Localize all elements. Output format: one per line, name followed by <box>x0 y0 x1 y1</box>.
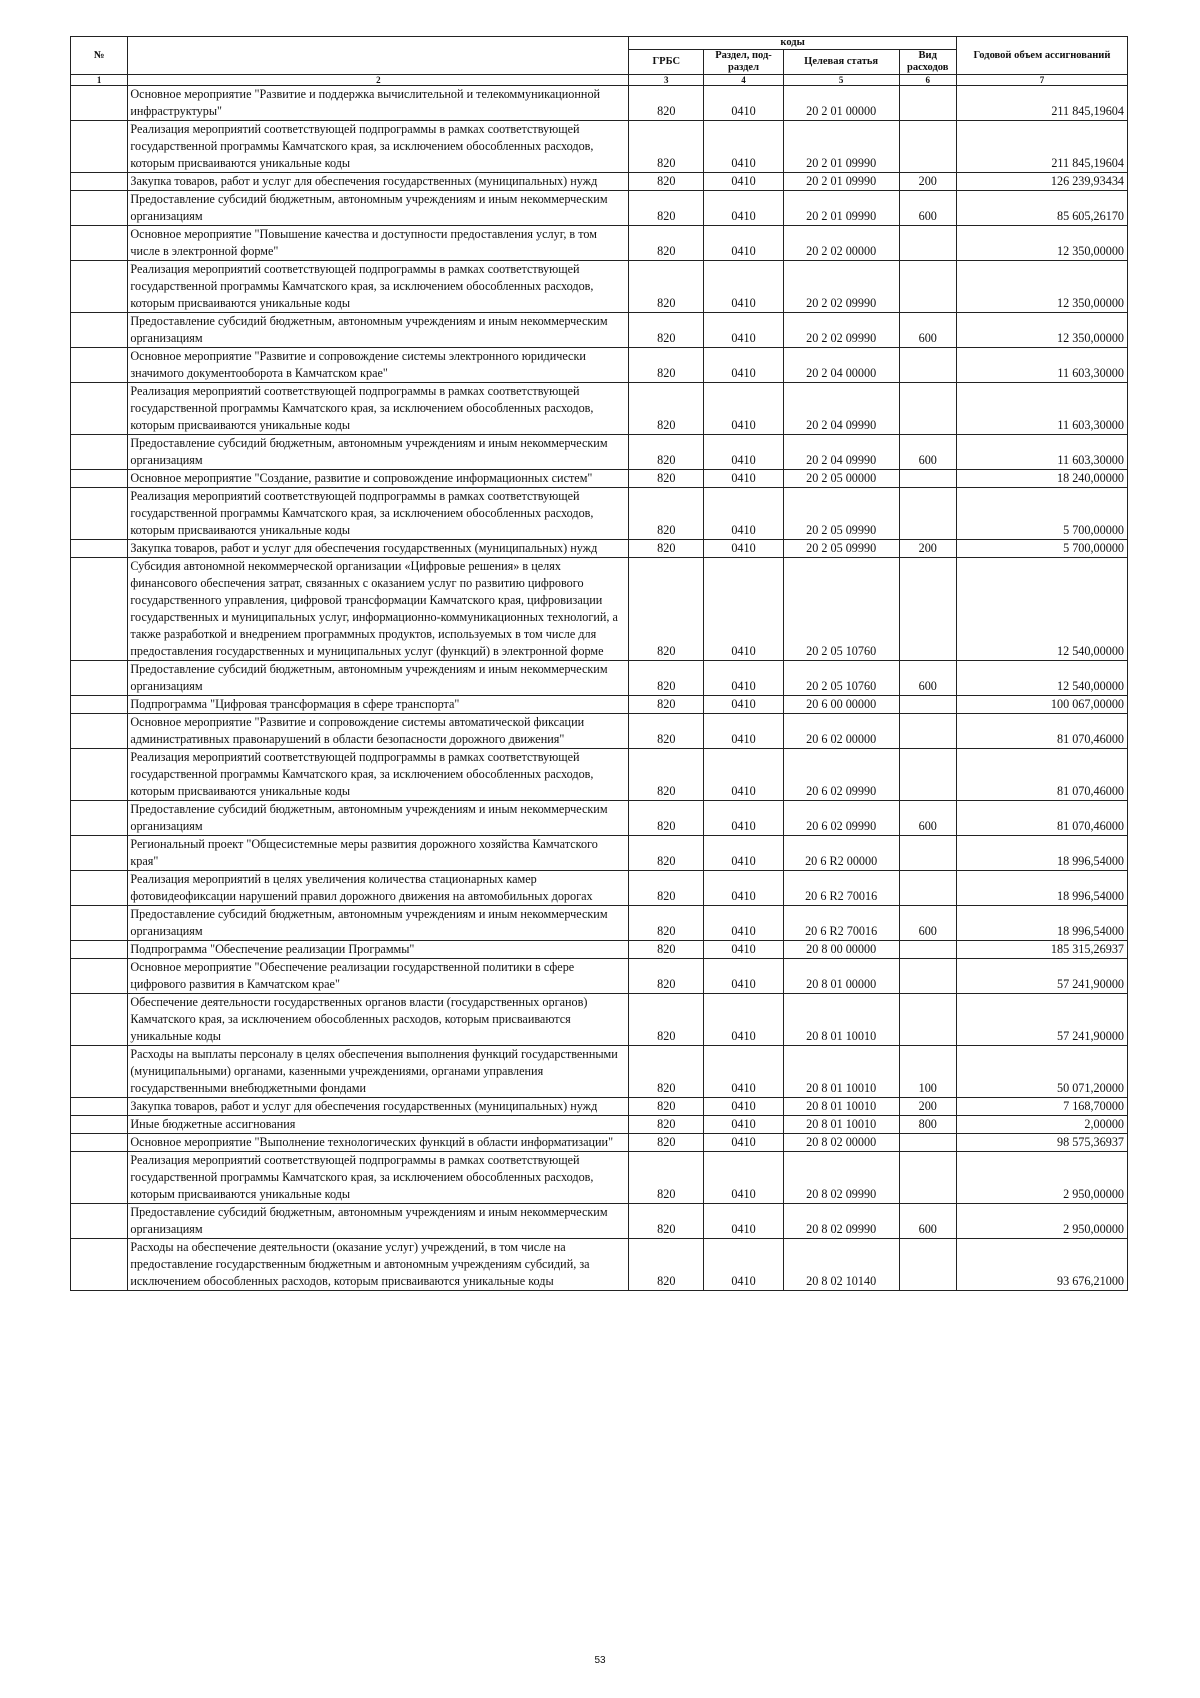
row-description-cell: Предоставление субсидий бюджетным, автономным учреждениям и иным некоммерческим организациям <box>128 313 629 348</box>
row-description-cell: Реализация мероприятий соответствующей подпрограммы в рамках соответствующей государственной программы Камчатского края, за исключением обособленных расходов, которым присваиваются уникальные коды <box>128 1152 629 1204</box>
row-grbs-cell: 820 <box>629 470 704 488</box>
row-razdel-cell: 0410 <box>704 558 783 661</box>
row-grbs-cell: 820 <box>629 906 704 941</box>
row-number-cell <box>71 1152 128 1204</box>
row-number-cell <box>71 470 128 488</box>
row-annual-volume-cell: 12 540,00000 <box>956 558 1127 661</box>
table-row <box>71 696 1128 714</box>
row-grbs-cell: 820 <box>629 1239 704 1291</box>
row-description-cell: Реализация мероприятий соответствующей подпрограммы в рамках соответствующей государственной программы Камчатского края, за исключением обособленных расходов, которым присваиваются уникальные коды <box>128 749 629 801</box>
row-target-article-cell: 20 2 02 09990 <box>783 261 899 313</box>
row-target-article-cell: 20 8 02 09990 <box>783 1152 899 1204</box>
row-grbs-cell: 820 <box>629 959 704 994</box>
row-annual-volume-cell: 185 315,26937 <box>956 941 1127 959</box>
row-description-cell: Основное мероприятие "Выполнение технологических функций в области информатизации" <box>128 1134 629 1152</box>
row-annual-volume-cell: 2 950,00000 <box>956 1152 1127 1204</box>
row-razdel-cell: 0410 <box>704 714 783 749</box>
row-grbs-cell: 820 <box>629 994 704 1046</box>
row-description-cell: Предоставление субсидий бюджетным, автономным учреждениям и иным некоммерческим организациям <box>128 906 629 941</box>
row-target-article-cell: 20 6 02 09990 <box>783 749 899 801</box>
table-row <box>71 121 1128 173</box>
row-description-cell: Реализация мероприятий соответствующей подпрограммы в рамках соответствующей государственной программы Камчатского края, за исключением обособленных расходов, которым присваиваются уникальные коды <box>128 383 629 435</box>
row-grbs-cell: 820 <box>629 558 704 661</box>
row-target-article-cell: 20 2 02 09990 <box>783 313 899 348</box>
row-razdel-cell: 0410 <box>704 696 783 714</box>
row-description-cell: Реализация мероприятий в целях увеличения количества стационарных камер фотовидеофиксации нарушений правил дорожного движения на автомобильных дорогах <box>128 871 629 906</box>
row-description-cell: Основное мероприятие "Развитие и сопровождение системы электронного юридически значимого документооборота в Камчатском крае" <box>128 348 629 383</box>
row-annual-volume-cell: 126 239,93434 <box>956 173 1127 191</box>
row-expense-type-cell: 200 <box>899 173 956 191</box>
table-row <box>71 226 1128 261</box>
row-target-article-cell: 20 8 01 10010 <box>783 1098 899 1116</box>
row-grbs-cell: 820 <box>629 348 704 383</box>
header-annual-volume: Годовой объем ассигнований <box>956 37 1127 75</box>
row-description-cell: Основное мероприятие "Обеспечение реализации государственной политики в сфере цифрового развития в Камчатском крае" <box>128 959 629 994</box>
row-number-cell <box>71 1046 128 1098</box>
row-target-article-cell: 20 6 00 00000 <box>783 696 899 714</box>
column-number: 7 <box>956 75 1127 86</box>
table-row <box>71 1134 1128 1152</box>
row-razdel-cell: 0410 <box>704 1116 783 1134</box>
table-row <box>71 86 1128 121</box>
row-razdel-cell: 0410 <box>704 941 783 959</box>
row-annual-volume-cell: 57 241,90000 <box>956 994 1127 1046</box>
row-grbs-cell: 820 <box>629 661 704 696</box>
table-row <box>71 1152 1128 1204</box>
row-grbs-cell: 820 <box>629 749 704 801</box>
column-numbers-row <box>71 75 1128 86</box>
row-razdel-cell: 0410 <box>704 1204 783 1239</box>
row-razdel-cell: 0410 <box>704 86 783 121</box>
row-razdel-cell: 0410 <box>704 749 783 801</box>
row-razdel-cell: 0410 <box>704 1239 783 1291</box>
row-grbs-cell: 820 <box>629 226 704 261</box>
row-target-article-cell: 20 6 R2 00000 <box>783 836 899 871</box>
row-grbs-cell: 820 <box>629 313 704 348</box>
row-annual-volume-cell: 18 240,00000 <box>956 470 1127 488</box>
row-razdel-cell: 0410 <box>704 1098 783 1116</box>
header-codes: коды <box>629 37 957 50</box>
row-expense-type-cell <box>899 86 956 121</box>
row-annual-volume-cell: 5 700,00000 <box>956 540 1127 558</box>
row-grbs-cell: 820 <box>629 941 704 959</box>
row-annual-volume-cell: 18 996,54000 <box>956 871 1127 906</box>
row-grbs-cell: 820 <box>629 173 704 191</box>
row-number-cell <box>71 348 128 383</box>
row-target-article-cell: 20 2 05 09990 <box>783 540 899 558</box>
row-razdel-cell: 0410 <box>704 994 783 1046</box>
row-grbs-cell: 820 <box>629 1098 704 1116</box>
row-razdel-cell: 0410 <box>704 470 783 488</box>
column-number: 3 <box>629 75 704 86</box>
table-row <box>71 348 1128 383</box>
header-expense-type: Вид расходов <box>899 50 956 75</box>
row-annual-volume-cell: 11 603,30000 <box>956 435 1127 470</box>
row-number-cell <box>71 941 128 959</box>
row-number-cell <box>71 836 128 871</box>
row-target-article-cell: 20 2 05 00000 <box>783 470 899 488</box>
row-number-cell <box>71 1134 128 1152</box>
header-description <box>128 37 629 75</box>
row-number-cell <box>71 173 128 191</box>
table-row <box>71 994 1128 1046</box>
row-expense-type-cell: 600 <box>899 906 956 941</box>
row-target-article-cell: 20 2 01 09990 <box>783 121 899 173</box>
row-expense-type-cell <box>899 1152 956 1204</box>
row-razdel-cell: 0410 <box>704 801 783 836</box>
row-description-cell: Предоставление субсидий бюджетным, автономным учреждениям и иным некоммерческим организациям <box>128 435 629 470</box>
row-grbs-cell: 820 <box>629 871 704 906</box>
row-target-article-cell: 20 8 01 00000 <box>783 959 899 994</box>
row-number-cell <box>71 801 128 836</box>
row-annual-volume-cell: 93 676,21000 <box>956 1239 1127 1291</box>
row-expense-type-cell: 600 <box>899 313 956 348</box>
row-expense-type-cell <box>899 488 956 540</box>
table-row <box>71 470 1128 488</box>
row-grbs-cell: 820 <box>629 121 704 173</box>
row-target-article-cell: 20 2 02 00000 <box>783 226 899 261</box>
row-expense-type-cell <box>899 749 956 801</box>
row-expense-type-cell <box>899 1239 956 1291</box>
row-expense-type-cell <box>899 1134 956 1152</box>
row-annual-volume-cell: 211 845,19604 <box>956 86 1127 121</box>
row-razdel-cell: 0410 <box>704 1134 783 1152</box>
row-razdel-cell: 0410 <box>704 871 783 906</box>
row-expense-type-cell <box>899 714 956 749</box>
row-expense-type-cell: 200 <box>899 1098 956 1116</box>
table-row <box>71 871 1128 906</box>
row-expense-type-cell: 800 <box>899 1116 956 1134</box>
row-number-cell <box>71 435 128 470</box>
row-number-cell <box>71 906 128 941</box>
row-annual-volume-cell: 57 241,90000 <box>956 959 1127 994</box>
row-razdel-cell: 0410 <box>704 383 783 435</box>
row-target-article-cell: 20 6 02 00000 <box>783 714 899 749</box>
column-number: 4 <box>704 75 783 86</box>
row-razdel-cell: 0410 <box>704 121 783 173</box>
row-target-article-cell: 20 2 01 00000 <box>783 86 899 121</box>
row-target-article-cell: 20 8 01 10010 <box>783 1046 899 1098</box>
column-number: 1 <box>71 75 128 86</box>
row-description-cell: Реализация мероприятий соответствующей подпрограммы в рамках соответствующей государственной программы Камчатского края, за исключением обособленных расходов, которым присваиваются уникальные коды <box>128 261 629 313</box>
row-grbs-cell: 820 <box>629 488 704 540</box>
table-row <box>71 488 1128 540</box>
table-row <box>71 1204 1128 1239</box>
table-row <box>71 540 1128 558</box>
row-expense-type-cell <box>899 348 956 383</box>
row-grbs-cell: 820 <box>629 696 704 714</box>
row-expense-type-cell: 600 <box>899 1204 956 1239</box>
row-number-cell <box>71 261 128 313</box>
row-description-cell: Субсидия автономной некоммерческой организации «Цифровые решения» в целях финансового обеспечения затрат, связанных с оказанием услуг по развитию цифрового государственного управления, цифровой трансформации Камчатского края, цифровизации государственных и муниципальных услуг, информационно-коммуникационных технологий, а также разработкой и внедрением программных продуктов, используемых в том числе для предоставления государственных и муниципальных услуг (функций) в электронной форме <box>128 558 629 661</box>
row-number-cell <box>71 313 128 348</box>
row-annual-volume-cell: 81 070,46000 <box>956 714 1127 749</box>
table-row <box>71 191 1128 226</box>
header-grbs: ГРБС <box>629 50 704 75</box>
row-annual-volume-cell: 81 070,46000 <box>956 749 1127 801</box>
row-description-cell: Закупка товаров, работ и услуг для обеспечения государственных (муниципальных) нужд <box>128 173 629 191</box>
row-expense-type-cell <box>899 558 956 661</box>
row-expense-type-cell <box>899 696 956 714</box>
row-annual-volume-cell: 12 350,00000 <box>956 313 1127 348</box>
row-description-cell: Предоставление субсидий бюджетным, автономным учреждениям и иным некоммерческим организациям <box>128 801 629 836</box>
row-annual-volume-cell: 18 996,54000 <box>956 906 1127 941</box>
row-description-cell: Иные бюджетные ассигнования <box>128 1116 629 1134</box>
table-row <box>71 749 1128 801</box>
row-expense-type-cell: 600 <box>899 801 956 836</box>
table-row <box>71 836 1128 871</box>
row-razdel-cell: 0410 <box>704 173 783 191</box>
table-row <box>71 1116 1128 1134</box>
row-expense-type-cell <box>899 941 956 959</box>
table-row <box>71 959 1128 994</box>
row-number-cell <box>71 714 128 749</box>
budget-table <box>70 36 1128 1291</box>
row-target-article-cell: 20 2 01 09990 <box>783 191 899 226</box>
row-razdel-cell: 0410 <box>704 836 783 871</box>
row-razdel-cell: 0410 <box>704 661 783 696</box>
row-annual-volume-cell: 2,00000 <box>956 1116 1127 1134</box>
row-description-cell: Предоставление субсидий бюджетным, автономным учреждениям и иным некоммерческим организациям <box>128 191 629 226</box>
row-razdel-cell: 0410 <box>704 261 783 313</box>
row-razdel-cell: 0410 <box>704 959 783 994</box>
table-row <box>71 1098 1128 1116</box>
row-grbs-cell: 820 <box>629 540 704 558</box>
column-number: 6 <box>899 75 956 86</box>
row-number-cell <box>71 86 128 121</box>
row-expense-type-cell <box>899 121 956 173</box>
row-grbs-cell: 820 <box>629 1204 704 1239</box>
row-razdel-cell: 0410 <box>704 435 783 470</box>
row-razdel-cell: 0410 <box>704 226 783 261</box>
row-target-article-cell: 20 2 01 09990 <box>783 173 899 191</box>
row-razdel-cell: 0410 <box>704 348 783 383</box>
table-row <box>71 714 1128 749</box>
table-row <box>71 661 1128 696</box>
row-annual-volume-cell: 85 605,26170 <box>956 191 1127 226</box>
row-expense-type-cell: 600 <box>899 191 956 226</box>
row-expense-type-cell <box>899 470 956 488</box>
header-target-article: Целевая статья <box>783 50 899 75</box>
row-description-cell: Основное мероприятие "Развитие и поддержка вычислительной и телекоммуникационной инфраструктуры" <box>128 86 629 121</box>
row-target-article-cell: 20 6 02 09990 <box>783 801 899 836</box>
row-number-cell <box>71 121 128 173</box>
table-row <box>71 558 1128 661</box>
row-number-cell <box>71 191 128 226</box>
row-number-cell <box>71 226 128 261</box>
row-razdel-cell: 0410 <box>704 191 783 226</box>
table-row <box>71 435 1128 470</box>
row-razdel-cell: 0410 <box>704 1046 783 1098</box>
row-description-cell: Основное мероприятие "Развитие и сопровождение системы автоматической фиксации административных правонарушений в области безопасности дорожного движения" <box>128 714 629 749</box>
row-number-cell <box>71 749 128 801</box>
row-target-article-cell: 20 8 02 09990 <box>783 1204 899 1239</box>
row-description-cell: Обеспечение деятельности государственных органов власти (государственных органов) Камчатского края, за исключением обособленных расходов, которым присваиваются уникальные коды <box>128 994 629 1046</box>
table-body <box>71 86 1128 1291</box>
row-target-article-cell: 20 2 04 09990 <box>783 435 899 470</box>
table-row <box>71 1239 1128 1291</box>
row-expense-type-cell: 600 <box>899 661 956 696</box>
row-number-cell <box>71 696 128 714</box>
row-razdel-cell: 0410 <box>704 540 783 558</box>
budget-table-sheet <box>70 36 1128 1291</box>
table-row <box>71 383 1128 435</box>
row-annual-volume-cell: 11 603,30000 <box>956 383 1127 435</box>
row-annual-volume-cell: 81 070,46000 <box>956 801 1127 836</box>
row-description-cell: Расходы на обеспечение деятельности (оказание услуг) учреждений, в том числе на предоставление государственным бюджетным и автономным учреждениям субсидий, за исключением обособленных расходов, которым присваиваются уникальные коды <box>128 1239 629 1291</box>
row-annual-volume-cell: 12 350,00000 <box>956 261 1127 313</box>
row-grbs-cell: 820 <box>629 836 704 871</box>
row-expense-type-cell <box>899 261 956 313</box>
row-description-cell: Подпрограмма "Цифровая трансформация в сфере транспорта" <box>128 696 629 714</box>
row-annual-volume-cell: 12 350,00000 <box>956 226 1127 261</box>
column-number: 2 <box>128 75 629 86</box>
row-razdel-cell: 0410 <box>704 1152 783 1204</box>
row-grbs-cell: 820 <box>629 383 704 435</box>
row-target-article-cell: 20 2 04 09990 <box>783 383 899 435</box>
row-annual-volume-cell: 18 996,54000 <box>956 836 1127 871</box>
row-annual-volume-cell: 211 845,19604 <box>956 121 1127 173</box>
table-row <box>71 173 1128 191</box>
row-grbs-cell: 820 <box>629 1134 704 1152</box>
row-target-article-cell: 20 8 00 00000 <box>783 941 899 959</box>
row-description-cell: Реализация мероприятий соответствующей подпрограммы в рамках соответствующей государственной программы Камчатского края, за исключением обособленных расходов, которым присваиваются уникальные коды <box>128 121 629 173</box>
row-target-article-cell: 20 8 02 10140 <box>783 1239 899 1291</box>
header-num: № <box>71 37 128 75</box>
row-expense-type-cell: 200 <box>899 540 956 558</box>
row-number-cell <box>71 1098 128 1116</box>
row-annual-volume-cell: 5 700,00000 <box>956 488 1127 540</box>
row-target-article-cell: 20 8 02 00000 <box>783 1134 899 1152</box>
row-grbs-cell: 820 <box>629 435 704 470</box>
row-grbs-cell: 820 <box>629 261 704 313</box>
row-target-article-cell: 20 2 04 00000 <box>783 348 899 383</box>
row-razdel-cell: 0410 <box>704 313 783 348</box>
row-number-cell <box>71 1204 128 1239</box>
row-annual-volume-cell: 11 603,30000 <box>956 348 1127 383</box>
row-annual-volume-cell: 50 071,20000 <box>956 1046 1127 1098</box>
row-number-cell <box>71 540 128 558</box>
row-target-article-cell: 20 2 05 09990 <box>783 488 899 540</box>
row-target-article-cell: 20 6 R2 70016 <box>783 871 899 906</box>
table-row <box>71 261 1128 313</box>
row-number-cell <box>71 661 128 696</box>
row-number-cell <box>71 383 128 435</box>
row-expense-type-cell <box>899 836 956 871</box>
row-grbs-cell: 820 <box>629 86 704 121</box>
table-row <box>71 1046 1128 1098</box>
row-annual-volume-cell: 2 950,00000 <box>956 1204 1127 1239</box>
row-razdel-cell: 0410 <box>704 906 783 941</box>
row-description-cell: Предоставление субсидий бюджетным, автономным учреждениям и иным некоммерческим организациям <box>128 661 629 696</box>
column-number: 5 <box>783 75 899 86</box>
row-annual-volume-cell: 100 067,00000 <box>956 696 1127 714</box>
row-description-cell: Региональный проект "Общесистемные меры развития дорожного хозяйства Камчатского края" <box>128 836 629 871</box>
page-number: 53 <box>594 1655 606 1666</box>
table-row <box>71 801 1128 836</box>
row-grbs-cell: 820 <box>629 1046 704 1098</box>
row-expense-type-cell: 600 <box>899 435 956 470</box>
row-grbs-cell: 820 <box>629 1152 704 1204</box>
row-expense-type-cell <box>899 226 956 261</box>
row-expense-type-cell <box>899 959 956 994</box>
header-razdel: Раздел, под-раздел <box>704 50 783 75</box>
row-number-cell <box>71 488 128 540</box>
row-number-cell <box>71 871 128 906</box>
row-grbs-cell: 820 <box>629 801 704 836</box>
row-expense-type-cell <box>899 994 956 1046</box>
row-description-cell: Основное мероприятие "Создание, развитие и сопровождение информационных систем" <box>128 470 629 488</box>
row-expense-type-cell <box>899 383 956 435</box>
row-razdel-cell: 0410 <box>704 488 783 540</box>
table-row <box>71 941 1128 959</box>
row-description-cell: Реализация мероприятий соответствующей подпрограммы в рамках соответствующей государственной программы Камчатского края, за исключением обособленных расходов, которым присваиваются уникальные коды <box>128 488 629 540</box>
row-annual-volume-cell: 7 168,70000 <box>956 1098 1127 1116</box>
row-target-article-cell: 20 8 01 10010 <box>783 1116 899 1134</box>
row-target-article-cell: 20 2 05 10760 <box>783 661 899 696</box>
row-target-article-cell: 20 6 R2 70016 <box>783 906 899 941</box>
row-number-cell <box>71 959 128 994</box>
row-number-cell <box>71 1239 128 1291</box>
row-number-cell <box>71 1116 128 1134</box>
row-description-cell: Закупка товаров, работ и услуг для обеспечения государственных (муниципальных) нужд <box>128 540 629 558</box>
row-grbs-cell: 820 <box>629 191 704 226</box>
row-annual-volume-cell: 12 540,00000 <box>956 661 1127 696</box>
row-description-cell: Расходы на выплаты персоналу в целях обеспечения выполнения функций государственными (муниципальными) органами, казенными учреждениями, органами управления государственными внебюджетными фондами <box>128 1046 629 1098</box>
row-expense-type-cell: 100 <box>899 1046 956 1098</box>
row-expense-type-cell <box>899 871 956 906</box>
row-number-cell <box>71 994 128 1046</box>
row-description-cell: Предоставление субсидий бюджетным, автономным учреждениям и иным некоммерческим организациям <box>128 1204 629 1239</box>
row-annual-volume-cell: 98 575,36937 <box>956 1134 1127 1152</box>
row-description-cell: Подпрограмма "Обеспечение реализации Программы" <box>128 941 629 959</box>
row-description-cell: Закупка товаров, работ и услуг для обеспечения государственных (муниципальных) нужд <box>128 1098 629 1116</box>
row-target-article-cell: 20 8 01 10010 <box>783 994 899 1046</box>
row-grbs-cell: 820 <box>629 1116 704 1134</box>
table-row <box>71 906 1128 941</box>
row-number-cell <box>71 558 128 661</box>
table-row <box>71 313 1128 348</box>
row-description-cell: Основное мероприятие "Повышение качества и доступности предоставления услуг, в том числе в электронной форме" <box>128 226 629 261</box>
row-target-article-cell: 20 2 05 10760 <box>783 558 899 661</box>
row-grbs-cell: 820 <box>629 714 704 749</box>
